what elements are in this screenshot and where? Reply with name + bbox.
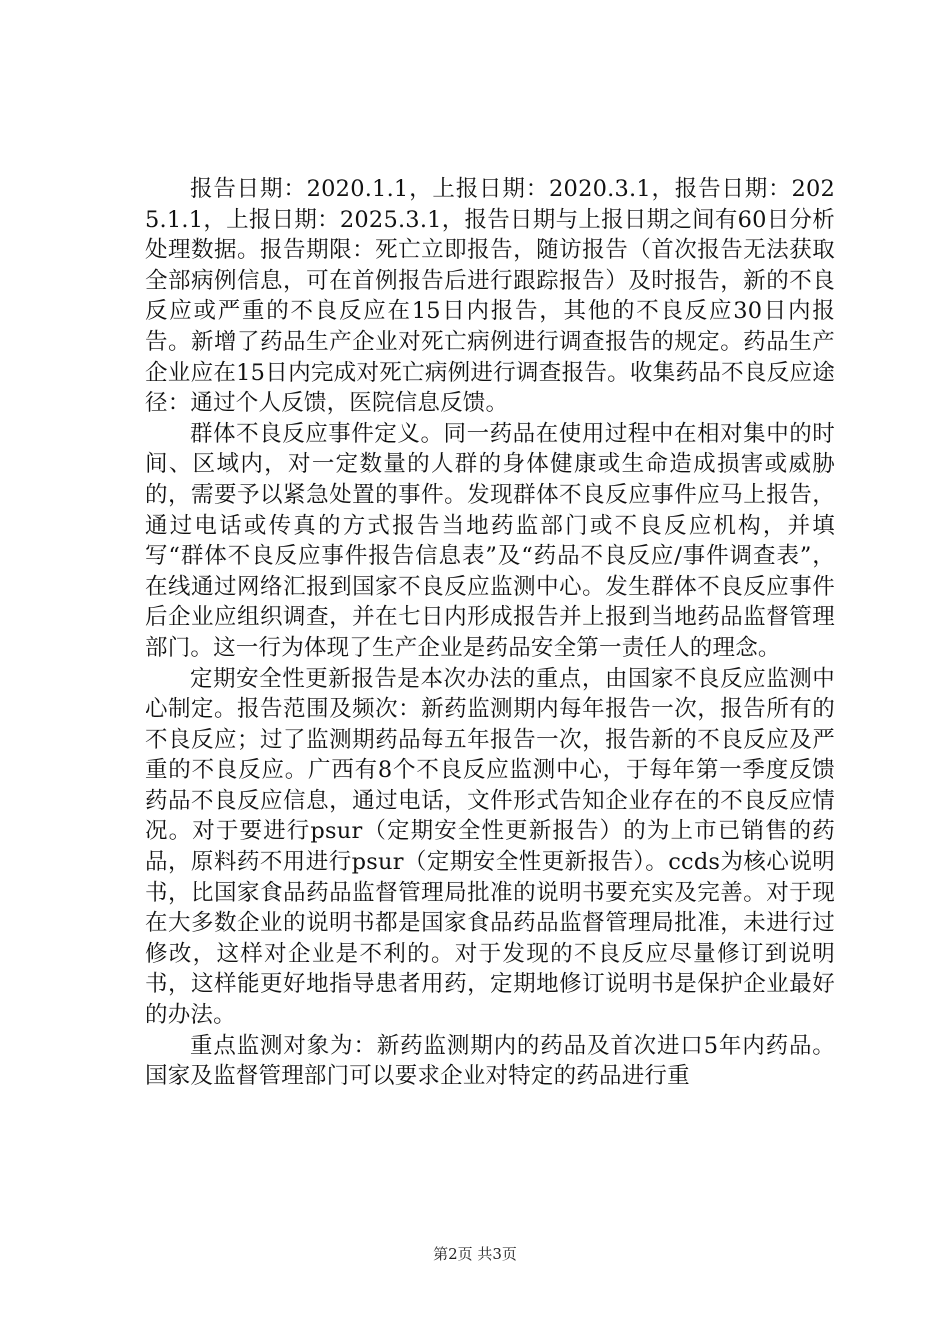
paragraph-group-adverse-events: 群体不良反应事件定义。同一药品在使用过程中在相对集中的时间、区域内，对一定数量的人群的身体健康或生命造成损害或威胁的，需要予以紧急处置的事件。发现群体不良反应事件应马上报告，通过电话或传真的方式报告当地药监部门或不良反应机构，并填写“群体不良反应事件报告信息表”及“药品不良反应/事件调查表”，在线通过网络汇报到国家不良反应监测中心。发生群体不良反应事件后企业应组织调查，并在七日内形成报告并上报到当地药品监督管理部门。这一行为体现了生产企业是药品安全第一责任人的理念。 xyxy=(145,420,835,661)
paragraph-report-dates: 报告日期：2020.1.1，上报日期：2020.3.1，报告日期：2025.1.1，上报日期：2025.3.1，报告日期与上报日期之间有60日分析处理数据。报告期限：死亡立即报告，随访报告（首次报告无法获取全部病例信息，可在首例报告后进行跟踪报告）及时报告，新的不良反应或严重的不良反应在15日内报告，其他的不良反应30日内报告。新增了药品生产企业对死亡病例进行调查报告的规定。药品生产企业应在15日内完成对死亡病例进行调查报告。收集药品不良反应途径：通过个人反馈，医院信息反馈。 xyxy=(145,176,835,417)
document-body xyxy=(145,174,835,1092)
paragraph-key-monitoring: 重点监测对象为：新药监测期内的药品及首次进口5年内药品。国家及监督管理部门可以要求企业对特定的药品进行重 xyxy=(145,1032,835,1090)
paragraph-psur: 定期安全性更新报告是本次办法的重点，由国家不良反应监测中心制定。报告范围及频次：新药监测期内每年报告一次，报告所有的不良反应；过了监测期药品每五年报告一次，报告新的不良反应及严重的不良反应。广西有8个不良反应监测中心，于每年第一季度反馈药品不良反应信息，通过电话，文件形式告知企业存在的不良反应情况。对于要进行psur（定期安全性更新报告）的为上市已销售的药品，原料药不用进行psur（定期安全性更新报告）。ccds为核心说明书，比国家食品药品监督管理局批准的说明书要充实及完善。对于现在大多数企业的说明书都是国家食品药品监督管理局批准，未进行过修改，这样对企业是不利的。对于发现的不良反应尽量修订到说明书，这样能更好地指导患者用药，定期地修订说明书是保护企业最好的办法。 xyxy=(145,665,835,1029)
page-number-footer: 第2页 共3页 xyxy=(433,1245,517,1263)
